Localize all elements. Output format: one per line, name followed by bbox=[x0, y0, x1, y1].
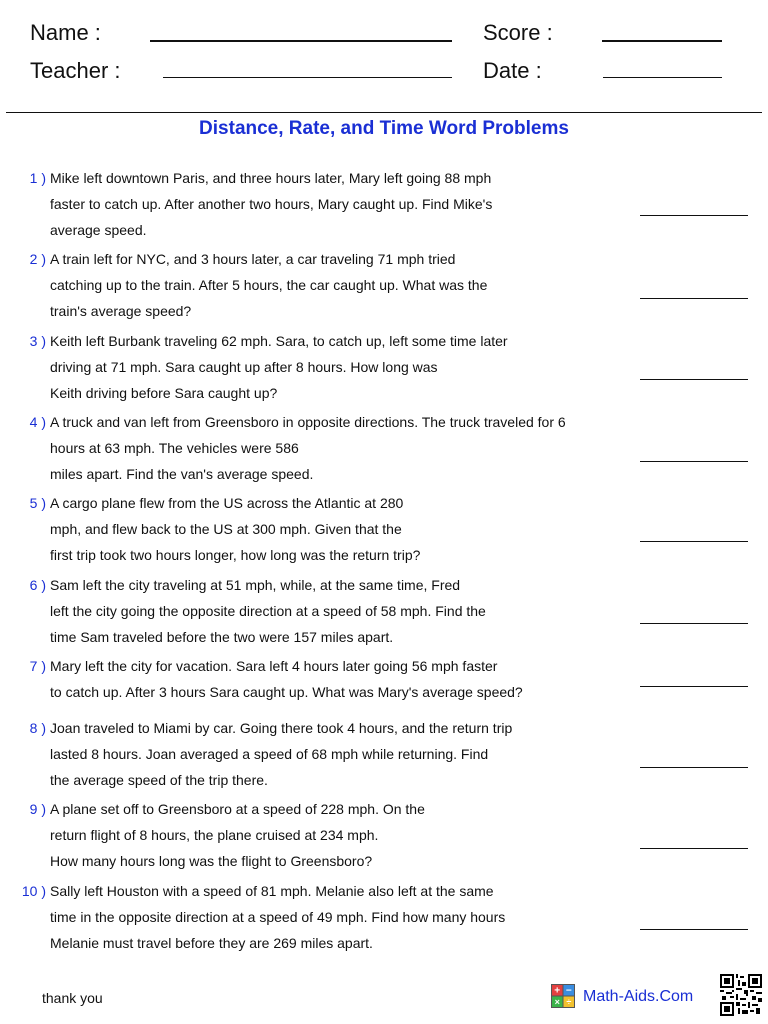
teacher-field[interactable] bbox=[163, 77, 452, 78]
problem-text bbox=[50, 329, 630, 406]
problem-text-line: Keith driving before Sara caught up? bbox=[50, 384, 278, 401]
answer-blank[interactable] bbox=[640, 461, 748, 462]
problem-text-line: Sally left Houston with a speed of 81 mph. Melanie also left at the same bbox=[50, 883, 494, 899]
problem-text-line: lasted 8 hours. Joan averaged a speed of 68 mph while returning. Find bbox=[50, 745, 489, 762]
problem-text-line: Joan traveled to Miami by car. Going there took 4 hours, and the return trip bbox=[50, 720, 513, 736]
answer-blank[interactable] bbox=[640, 215, 748, 216]
problem-number: 6 ) bbox=[29, 577, 46, 593]
name-field[interactable] bbox=[150, 40, 452, 42]
problem-text-line: first trip took two hours longer, how long was the return trip? bbox=[50, 546, 421, 563]
problem-text bbox=[50, 879, 630, 956]
problem-text bbox=[50, 573, 630, 650]
problem-text bbox=[50, 654, 630, 706]
score-field[interactable] bbox=[602, 40, 722, 42]
problem-text bbox=[50, 797, 630, 874]
answer-blank[interactable] bbox=[640, 541, 748, 542]
footer-note: thank you bbox=[42, 990, 103, 1006]
problem-text bbox=[50, 716, 630, 793]
problem-number: 1 ) bbox=[29, 170, 46, 186]
answer-blank[interactable] bbox=[640, 298, 748, 299]
problem-number: 2 ) bbox=[29, 251, 46, 267]
page-title: Distance, Rate, and Time Word Problems bbox=[199, 118, 569, 139]
name-label: Name : bbox=[30, 20, 101, 45]
problem-text-line: Melanie must travel before they are 269 miles apart. bbox=[50, 934, 373, 951]
problem-number: 10 ) bbox=[21, 883, 46, 899]
problem-text-line: time in the opposite direction at a speed of 49 mph. Find how many hours bbox=[50, 908, 506, 925]
answer-blank[interactable] bbox=[640, 767, 748, 768]
problem-text-line: catching up to the train. After 5 hours, the car caught up. What was the bbox=[50, 276, 488, 293]
answer-blank[interactable] bbox=[640, 623, 748, 624]
teacher-label: Teacher : bbox=[30, 58, 121, 83]
problem-text bbox=[50, 410, 630, 487]
problem-text-line: A truck and van left from Greensboro in opposite directions. The truck traveled for 6 bbox=[50, 414, 566, 430]
problem-text-line: Mary left the city for vacation. Sara left 4 hours later going 56 mph faster bbox=[50, 658, 498, 674]
problem-text-line: time Sam traveled before the two were 157 miles apart. bbox=[50, 628, 394, 645]
problem-text-line: left the city going the opposite direction at a speed of 58 mph. Find the bbox=[50, 602, 486, 619]
answer-blank[interactable] bbox=[640, 848, 748, 849]
qr-code-icon bbox=[720, 974, 762, 1016]
problem-text-line: Keith left Burbank traveling 62 mph. Sara, to catch up, left some time later bbox=[50, 333, 508, 349]
svg-text:−: − bbox=[565, 985, 572, 997]
date-field[interactable] bbox=[603, 77, 722, 78]
problem-text-line: average speed. bbox=[50, 221, 147, 238]
problem-number: 3 ) bbox=[29, 333, 46, 349]
problem-text bbox=[50, 491, 630, 568]
answer-blank[interactable] bbox=[640, 379, 748, 380]
date-label: Date : bbox=[483, 58, 542, 83]
problem-text-line: How many hours long was the flight to Greensboro? bbox=[50, 852, 373, 869]
answer-blank[interactable] bbox=[640, 686, 748, 687]
problem-text-line: to catch up. After 3 hours Sara caught up. What was Mary's average speed? bbox=[50, 683, 523, 700]
problem-number: 7 ) bbox=[29, 658, 46, 674]
problem-text bbox=[50, 247, 630, 324]
problem-text-line: driving at 71 mph. Sara caught up after 8 hours. How long was bbox=[50, 358, 438, 375]
problem-text-line: A plane set off to Greensboro at a speed of 228 mph. On the bbox=[50, 801, 425, 817]
problem-text-line: Mike left downtown Paris, and three hours later, Mary left going 88 mph bbox=[50, 170, 492, 186]
problem-text-line: return flight of 8 hours, the plane cruised at 234 mph. bbox=[50, 826, 379, 843]
problem-number: 4 ) bbox=[29, 414, 46, 430]
svg-text:÷: ÷ bbox=[566, 997, 572, 1007]
problem-text-line: hours at 63 mph. The vehicles were 586 bbox=[50, 439, 299, 456]
answer-blank[interactable] bbox=[640, 929, 748, 930]
problem-number: 9 ) bbox=[29, 801, 46, 817]
svg-text:×: × bbox=[554, 997, 560, 1007]
problem-text-line: A train left for NYC, and 3 hours later, a car traveling 71 mph tried bbox=[50, 251, 456, 267]
problem-text-line: mph, and flew back to the US at 300 mph. Given that the bbox=[50, 520, 402, 537]
header-divider bbox=[6, 112, 762, 113]
problem-number: 8 ) bbox=[29, 720, 46, 736]
score-label: Score : bbox=[483, 20, 553, 45]
problem-text-line: Sam left the city traveling at 51 mph, while, at the same time, Fred bbox=[50, 577, 461, 593]
svg-text:+: + bbox=[554, 985, 561, 997]
problem-text-line: faster to catch up. After another two hours, Mary caught up. Find Mike's bbox=[50, 195, 493, 212]
problem-text-line: train's average speed? bbox=[50, 302, 192, 319]
problem-text bbox=[50, 166, 630, 243]
problem-text-line: the average speed of the trip there. bbox=[50, 771, 268, 788]
problem-text-line: miles apart. Find the van's average speed. bbox=[50, 465, 314, 482]
calculator-logo-icon bbox=[551, 984, 575, 1008]
brand-link[interactable]: Math-Aids.Com bbox=[583, 988, 694, 1005]
problem-number: 5 ) bbox=[29, 495, 46, 511]
problem-text-line: A cargo plane flew from the US across the Atlantic at 280 bbox=[50, 495, 404, 511]
